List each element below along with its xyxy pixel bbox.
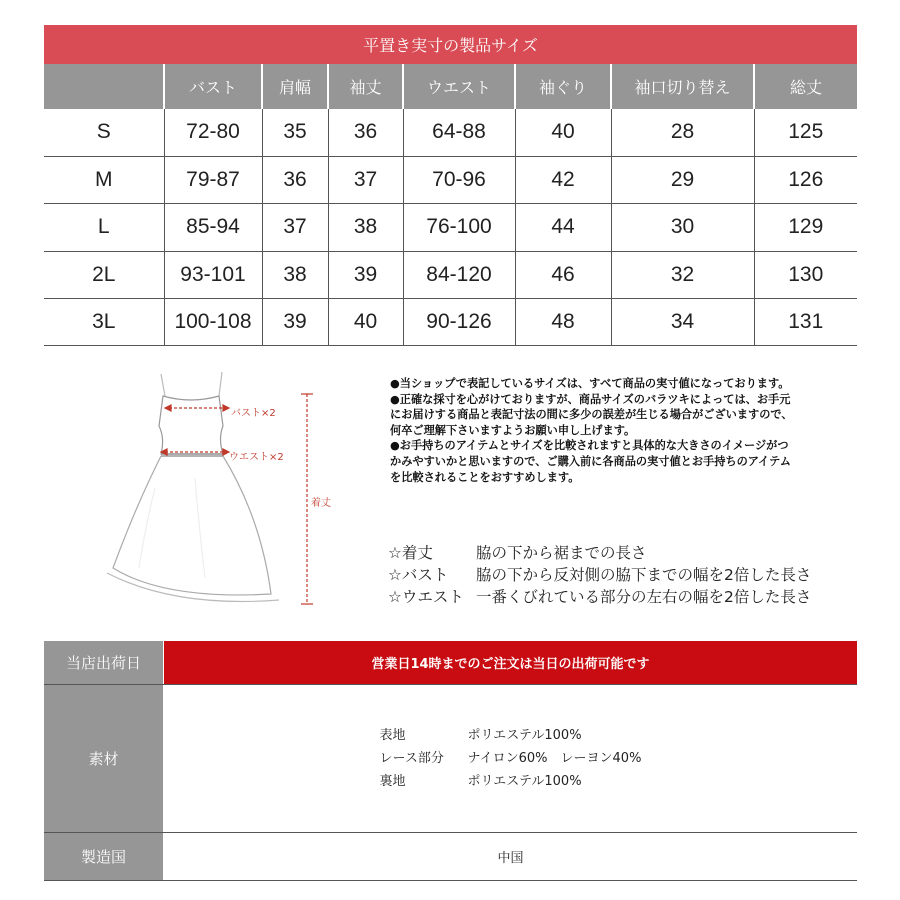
dress-drawing — [95, 368, 335, 618]
origin-row — [44, 833, 857, 881]
size-value-cell: 42 — [515, 156, 611, 203]
origin-label: 製造国 — [44, 833, 164, 880]
size-value-cell: 70-96 — [403, 156, 515, 203]
product-info-table — [44, 641, 857, 881]
material-composition: ポリエステル100% — [467, 774, 582, 789]
size-table — [44, 64, 857, 346]
definition-term: ☆ウエスト — [388, 588, 464, 606]
size-label-cell: 3L — [44, 299, 164, 346]
size-value-cell: 37 — [262, 204, 328, 251]
size-value-cell: 35 — [262, 109, 328, 156]
size-value-cell: 38 — [328, 204, 403, 251]
material-composition: ナイロン60% レーヨン40% — [467, 751, 642, 766]
size-value-cell: 39 — [328, 251, 403, 298]
note-line: ●正確な採寸を心がけておりますが、商品サイズのバラツキによっては、お手元 — [390, 391, 791, 406]
bust-label: バスト×2 — [231, 408, 276, 419]
definition-desc: 脇の下から裾までの長さ — [476, 544, 647, 562]
size-value-cell: 72-80 — [164, 109, 262, 156]
size-notes — [390, 376, 860, 485]
header-length: 総丈 — [754, 64, 857, 109]
material-part: 裏地 — [379, 774, 406, 789]
definition-row — [388, 586, 863, 608]
size-value-cell: 34 — [611, 299, 754, 346]
size-table-header — [44, 64, 857, 109]
shipping-label: 当店出荷日 — [44, 641, 164, 684]
material-item — [380, 770, 642, 793]
header-cuff: 袖口切り替え — [611, 64, 754, 109]
size-value-cell: 100-108 — [164, 299, 262, 346]
note-line: かみやすいかと思いますので、ご購入前に各商品の実寸値とお手持ちのアイテム — [390, 453, 791, 468]
material-part: 表地 — [379, 728, 406, 743]
material-item — [380, 747, 642, 770]
definition-row — [388, 564, 863, 586]
size-value-cell: 85-94 — [164, 204, 262, 251]
size-value-cell: 40 — [328, 299, 403, 346]
size-value-cell: 93-101 — [164, 251, 262, 298]
origin-value: 中国 — [497, 851, 524, 866]
size-label-cell: L — [44, 204, 164, 251]
note-line: を比較されることをおすすめします。 — [390, 469, 580, 484]
header-armhole: 袖ぐり — [515, 64, 611, 109]
size-value-cell: 38 — [262, 251, 328, 298]
size-value-cell: 129 — [754, 204, 857, 251]
material-label: 素材 — [44, 685, 164, 832]
size-value-cell: 36 — [328, 109, 403, 156]
note-line: ●当ショップで表記しているサイズは、すべて商品の実寸値になっております。 — [390, 376, 790, 390]
size-table-title: 平置き実寸の製品サイズ — [44, 25, 857, 64]
waist-label: ウエスト×2 — [229, 452, 284, 463]
size-value-cell: 36 — [262, 156, 328, 203]
size-value-cell: 130 — [754, 251, 857, 298]
definition-desc: 一番くびれている部分の左右の幅を2倍した長さ — [476, 588, 812, 606]
measurement-definitions — [388, 542, 863, 608]
header-waist: ウエスト — [403, 64, 515, 109]
note-line: ●お手持ちのアイテムとサイズを比較されますと具体的な大きさのイメージがつ — [390, 438, 789, 453]
size-value-cell: 90-126 — [403, 299, 515, 346]
size-value-cell: 30 — [611, 204, 754, 251]
size-label-cell: 2L — [44, 251, 164, 298]
size-row — [44, 109, 857, 156]
size-value-cell: 76-100 — [403, 204, 515, 251]
size-value-cell: 40 — [515, 109, 611, 156]
size-value-cell: 84-120 — [403, 251, 515, 298]
size-row — [44, 204, 857, 251]
material-list — [380, 724, 642, 793]
header-cell — [44, 64, 164, 109]
material-part: レース部分 — [379, 751, 444, 766]
material-value — [164, 685, 857, 832]
size-value-cell: 131 — [754, 299, 857, 346]
dress-illustration — [95, 368, 335, 618]
size-row — [44, 251, 857, 298]
material-item — [380, 724, 642, 747]
shipping-row — [44, 641, 857, 685]
length-label: 着丈 — [311, 498, 331, 509]
size-label-cell: S — [44, 109, 164, 156]
size-value-cell: 125 — [754, 109, 857, 156]
size-row — [44, 156, 857, 203]
size-value-cell: 46 — [515, 251, 611, 298]
shipping-value: 営業日14時までのご注文は当日の出荷可能です — [164, 641, 857, 684]
note-line: にお届けする商品と表記寸法の間に多少の誤差が生じる場合がございますので、 — [390, 407, 793, 422]
size-value-cell: 29 — [611, 156, 754, 203]
note-line: 何卒ご理解下さいますようお願い申し上げます。 — [390, 422, 636, 437]
definition-row — [388, 542, 863, 564]
size-value-cell: 79-87 — [164, 156, 262, 203]
size-value-cell: 44 — [515, 204, 611, 251]
material-composition: ポリエステル100% — [467, 728, 582, 743]
header-shoulder: 肩幅 — [262, 64, 328, 109]
definition-term: ☆着丈 — [388, 544, 433, 562]
definition-desc: 脇の下から反対側の脇下までの幅を2倍した長さ — [476, 566, 812, 584]
size-row — [44, 299, 857, 346]
size-value-cell: 37 — [328, 156, 403, 203]
header-bust: バスト — [164, 64, 262, 109]
size-value-cell: 28 — [611, 109, 754, 156]
size-label-cell: M — [44, 156, 164, 203]
material-row — [44, 685, 857, 833]
definition-term: ☆バスト — [388, 566, 449, 584]
size-value-cell: 39 — [262, 299, 328, 346]
size-value-cell: 48 — [515, 299, 611, 346]
size-value-cell: 64-88 — [403, 109, 515, 156]
size-value-cell: 32 — [611, 251, 754, 298]
size-value-cell: 126 — [754, 156, 857, 203]
header-sleeve: 袖丈 — [328, 64, 403, 109]
